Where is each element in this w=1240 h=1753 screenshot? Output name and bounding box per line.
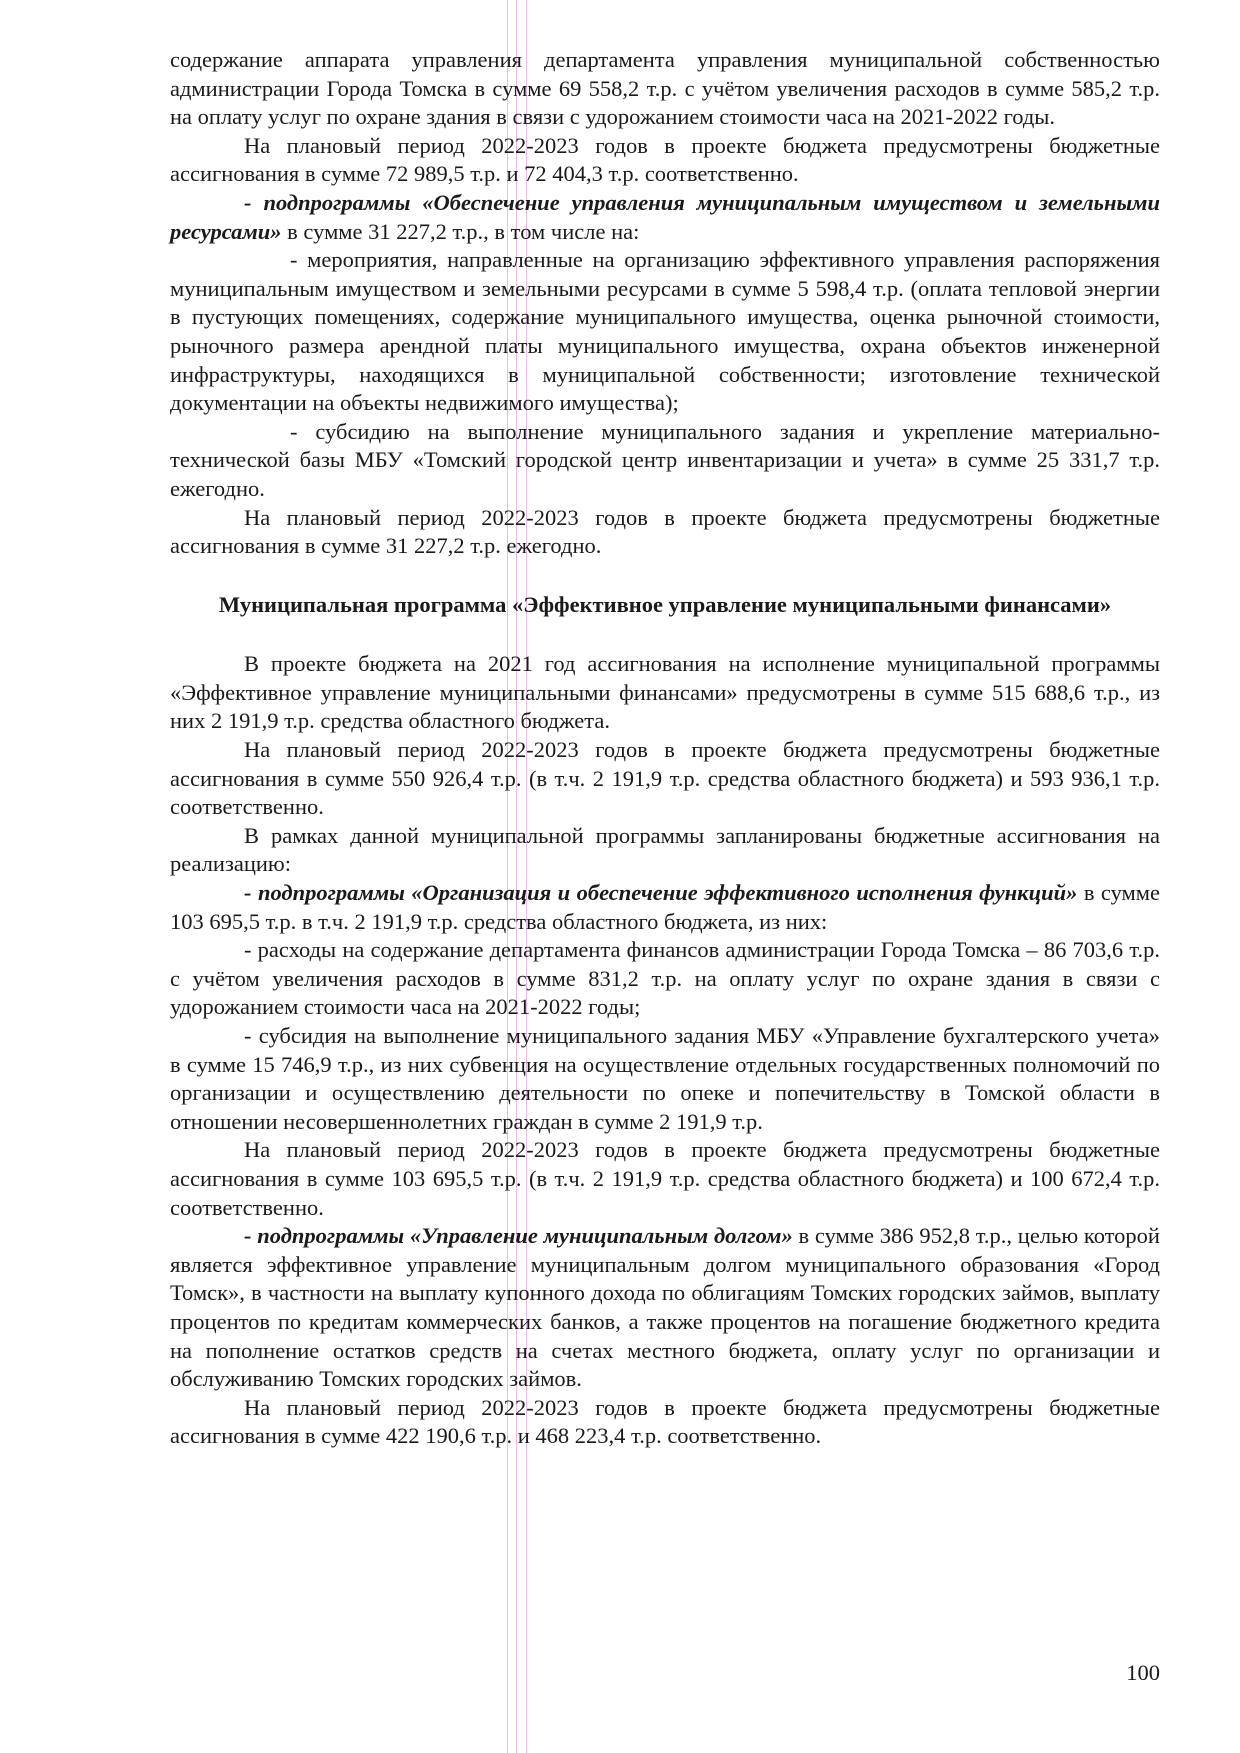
paragraph: На плановый период 2022-2023 годов в проекте бюджета предусмотрены бюджетные ассигнования в сумме 550 926,4 т.р. (в т.ч. 2 191,9 т.р. средства областного бюджета) и 593 936,1 т.р. соответственно.: [170, 737, 1160, 820]
paragraph: На плановый период 2022-2023 годов в проекте бюджета предусмотрены бюджетные ассигнования в сумме 103 695,5 т.р. (в т.ч. 2 191,9 т.р. средства областного бюджета) и 100 672,4 т.р. соответственно.: [170, 1137, 1160, 1220]
list-item: - субсидию на выполнение муниципального задания и укрепление материально-технической базы МБУ «Томский городской центр инвентаризации и учета» в сумме 25 331,7 т.р. ежегодно.: [170, 418, 1160, 501]
paragraph: В рамках данной муниципальной программы запланированы бюджетные ассигнования на реализацию:: [170, 822, 1160, 877]
subprogram-title: - подпрограммы «Управление муниципальным долгом»: [244, 1223, 793, 1249]
paragraph-text: в сумме 31 227,2 т.р., в том числе на:: [281, 218, 640, 244]
document-body: [170, 46, 1160, 1451]
paragraph: [170, 879, 1160, 936]
paragraph: [170, 189, 1160, 246]
paragraph: содержание аппарата управления департамента управления муниципальной собственностью администрации Города Томска в сумме 69 558,2 т.р. с учётом увеличения расходов в сумме 585,2 т.р. на оплату услуг по охране здания в связи с удорожанием стоимости часа на 2021-2022 годы.: [170, 47, 1160, 130]
page-number: 100: [1126, 1660, 1160, 1685]
paragraph: На плановый период 2022-2023 годов в проекте бюджета предусмотрены бюджетные ассигнования в сумме 31 227,2 т.р. ежегодно.: [170, 504, 1160, 559]
paragraph: На плановый период 2022-2023 годов в проекте бюджета предусмотрены бюджетные ассигнования в сумме 72 989,5 т.р. и 72 404,3 т.р. соответственно.: [170, 132, 1160, 187]
paragraph: На плановый период 2022-2023 годов в проекте бюджета предусмотрены бюджетные ассигнования в сумме 422 190,6 т.р. и 468 223,4 т.р. соответственно.: [170, 1394, 1160, 1449]
list-item: - расходы на содержание департамента финансов администрации Города Томска – 86 703,6 т.р. с учётом увеличения расходов в сумме 831,2 т.р. на оплату услуг по охране здания в связи с удорожанием стоимости часа на 2021-2022 годы;: [170, 937, 1160, 1020]
list-item: - субсидия на выполнение муниципального задания МБУ «Управление бухгалтерского учета» в сумме 15 746,9 т.р., из них субвенция на осуществление отдельных государственных полномочий по организации и осуществлению деятельности по опеке и попечительству в Томской области в отношении несовершеннолетних граждан в сумме 2 191,9 т.р.: [170, 1023, 1160, 1134]
list-item: - мероприятия, направленные на организацию эффективного управления распоряжения муниципальным имуществом и земельными ресурсами в сумме 5 598,4 т.р. (оплата тепловой энергии в пустующих помещениях, содержание муниципального имущества, оценка рыночной стоимости, рыночного размера арендной платы муниципального имущества, охрана объектов инженерной инфраструктуры, находящихся в муниципальной собственности; изготовление технической документации на объекты недвижимого имущества);: [170, 247, 1160, 416]
subprogram-title: - подпрограммы «Организация и обеспечение эффективного исполнения функций»: [244, 880, 1078, 906]
section-heading: Муниципальная программа «Эффективное управление муниципальными финансами»: [218, 591, 1112, 617]
paragraph: [170, 1222, 1160, 1394]
paragraph-text: в сумме 386 952,8 т.р., целью которой является эффективное управление муниципальным долгом муниципального образования «Город Томск», в частности на выплату купонного дохода по облигациям Томских городских займов, выплату процентов по кредитам коммерческих банков, а также процентов на погашение бюджетного кредита на пополнение остатков средств на счетах местного бюджета, оплату услуг по организации и обслуживанию Томских городских займов.: [170, 1223, 1160, 1392]
subprogram-title: - подпрограммы «Обеспечение управления муниципальным имуществом и земельными ресурсами»: [170, 189, 1160, 244]
paragraph-text: в сумме 103 695,5 т.р. в т.ч. 2 191,9 т.р. средства областного бюджета, из них:: [170, 880, 1161, 934]
paragraph: В проекте бюджета на 2021 год ассигнования на исполнение муниципальной программы «Эффективное управление муниципальными финансами» предусмотрены в сумме 515 688,6 т.р., из них 2 191,9 т.р. средства областного бюджета.: [170, 651, 1160, 734]
